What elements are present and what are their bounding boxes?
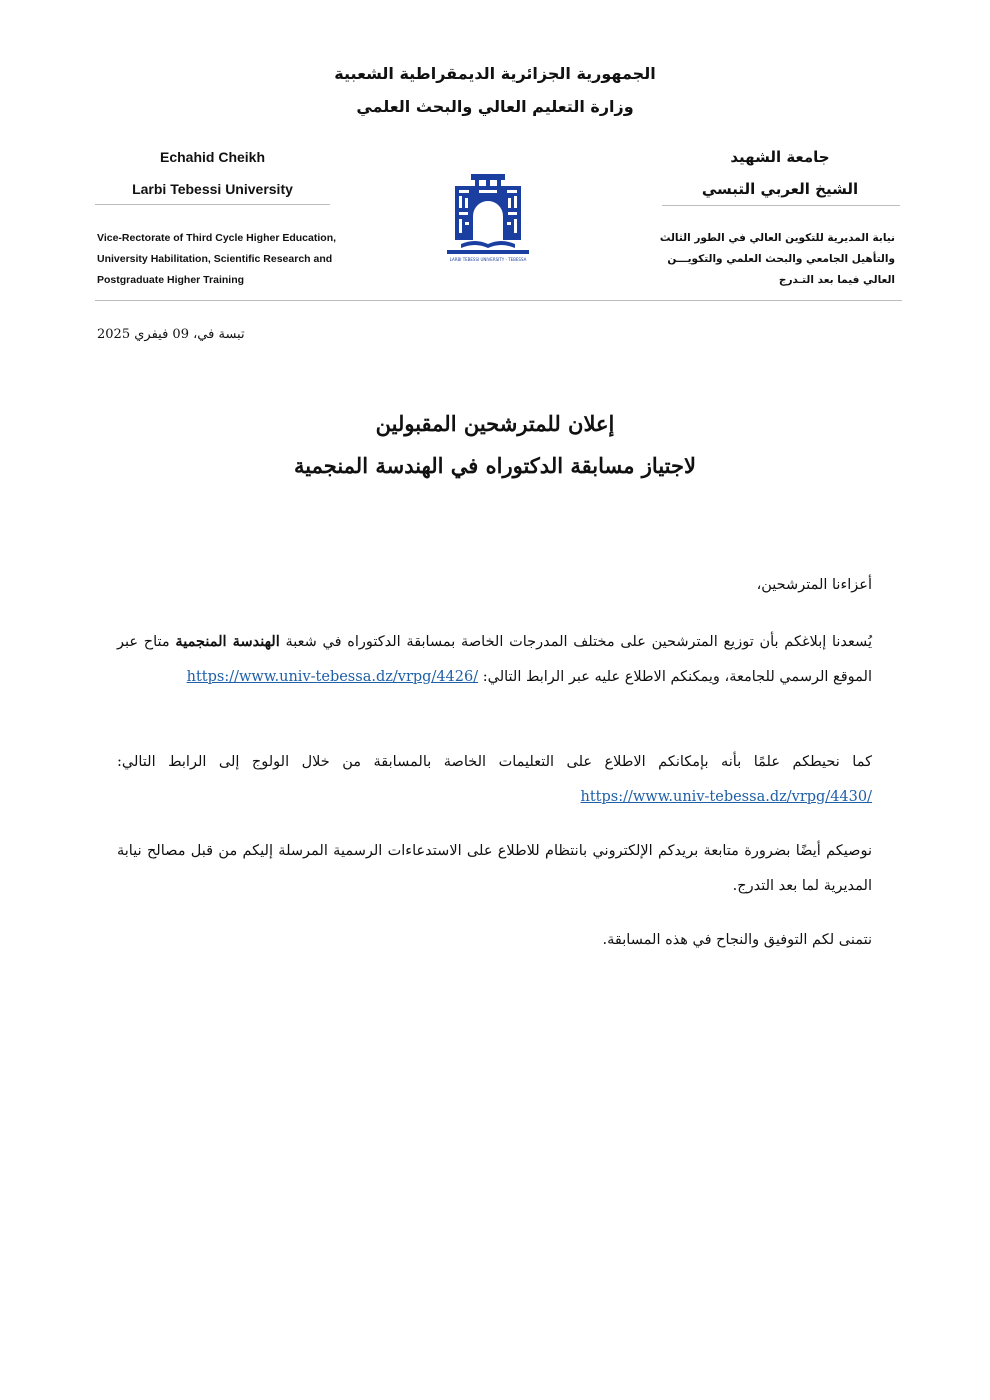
vice-rectorate-en-line: Vice-Rectorate of Third Cycle Higher Education, <box>97 232 337 244</box>
university-name-en-line1: Echahid Cheikh <box>159 149 266 165</box>
paragraph-2-text: كما نحيطكم علمًا بأنه بإمكانكم الاطلاع على التعليمات الخاصة بالمسابقة من خلال الولوج إلى الرابط التالي: <box>117 754 872 770</box>
closing-line: نتمنى لكم التوفيق والنجاح في هذه المسابقة. <box>602 932 872 948</box>
distribution-link[interactable]: https://www.univ-tebessa.dz/vrpg/4426/ <box>186 669 479 685</box>
paragraph-1-text2: متاح عبر الموقع الرسمي للجامعة، ويمكنكم الاطلاع عليه عبر الرابط التالي: <box>117 634 872 685</box>
divider <box>95 204 330 205</box>
greeting: أعزاءنا المترشحين، <box>756 577 872 593</box>
paragraph-1-text: يُسعدنا إبلاغكم بأن توزيع المترشحين على مختلف المدرجات الخاصة بمسابقة الدكتوراه في شعبة <box>285 634 873 650</box>
ministry-heading: وزارة التعليم العالي والبحث العلمي <box>356 97 634 116</box>
vice-rectorate-en-line: University Habilitation, Scientific Research and <box>97 253 333 265</box>
paragraph-1 <box>117 624 872 695</box>
document-date: تبسة في، 09 فيفري 2025 <box>97 327 245 342</box>
republic-heading: الجمهورية الجزائرية الديمقراطية الشعبية <box>334 64 656 83</box>
vice-rectorate-en <box>97 228 397 291</box>
university-name-ar-line2: الشيخ العربي التبسي <box>701 180 859 198</box>
university-logo-icon <box>443 172 533 264</box>
announcement-title-line1: إعلان للمترشحين المقبولين <box>375 411 615 436</box>
vice-rectorate-en-line: Postgraduate Higher Training <box>97 274 245 286</box>
vice-rectorate-ar <box>610 228 895 291</box>
paragraph-3: نوصيكم أيضًا بضرورة متابعة بريدكم الإلكتروني بانتظام للاطلاع على الاستدعاءات الرسمية المرسلة إليكم من قبل مصالح نيابة المديرية لما بعد التدرج. <box>117 843 872 894</box>
vice-rectorate-ar-line: العالي فيما بعد التـدرج <box>778 274 895 286</box>
announcement-title-line2: لاجتياز مسابقة الدكتوراه في الهندسة المنجمية <box>294 453 696 478</box>
vice-rectorate-ar-line: والتأهيل الجامعي والبحث العلمي والتكويـــن <box>667 253 895 265</box>
university-name-en-line2: Larbi Tebessi University <box>132 181 293 197</box>
specialty-name: الهندسة المنجمية <box>175 633 280 650</box>
instructions-link[interactable]: https://www.univ-tebessa.dz/vrpg/4430/ <box>580 789 872 805</box>
divider <box>662 205 900 206</box>
vice-rectorate-ar-line: نيابة المديرية للتكوين العالي في الطور الثالث <box>659 232 895 244</box>
logo-caption: LARBI TEBESSI UNIVERSITY - TEBESSA <box>449 257 527 262</box>
header-divider <box>95 300 902 301</box>
paragraph-2 <box>117 745 872 815</box>
university-name-ar-line1: جامعة الشهيد <box>730 148 830 166</box>
